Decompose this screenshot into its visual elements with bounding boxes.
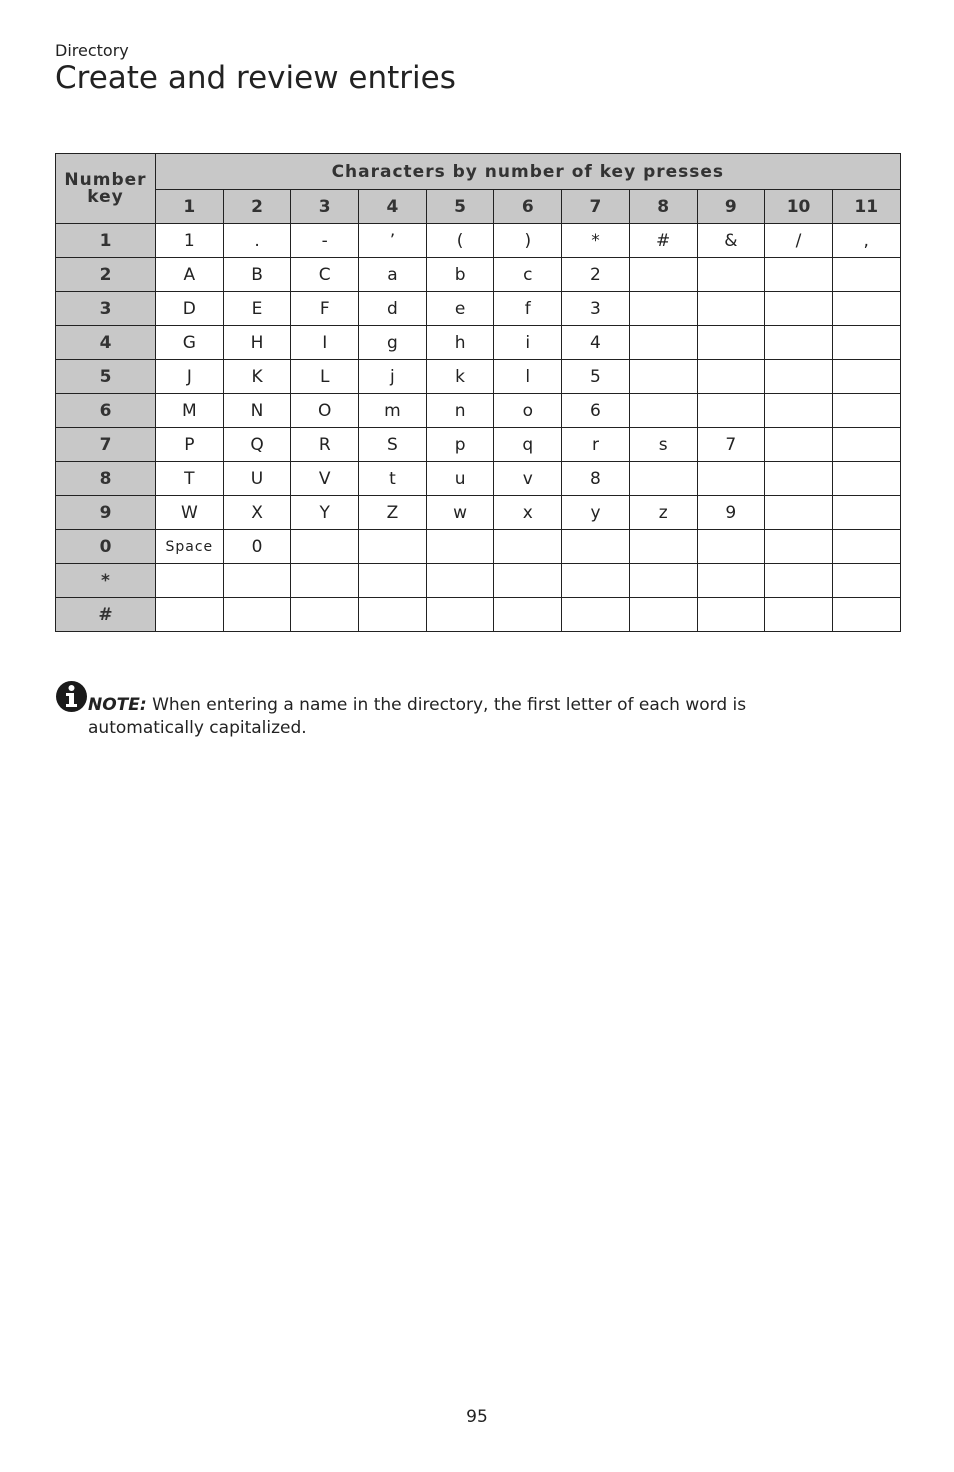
number-key-header: Number key: [56, 154, 156, 224]
press-count-header: 6: [494, 190, 562, 224]
table-row: [56, 326, 901, 360]
character-cell: 7: [697, 428, 765, 462]
character-cell: O: [291, 394, 359, 428]
character-cell: [291, 598, 359, 632]
number-key-cell: 3: [56, 292, 156, 326]
character-cell: [223, 564, 291, 598]
character-cell: R: [291, 428, 359, 462]
press-count-header: 5: [426, 190, 494, 224]
character-cell: ): [494, 224, 562, 258]
character-cell: [629, 394, 697, 428]
table-row: [56, 224, 901, 258]
character-cell: [629, 292, 697, 326]
number-key-cell: 9: [56, 496, 156, 530]
number-key-cell: 7: [56, 428, 156, 462]
press-count-header: 4: [359, 190, 427, 224]
character-cell: [765, 394, 833, 428]
character-cell: [562, 530, 630, 564]
character-cell: u: [426, 462, 494, 496]
character-cell: E: [223, 292, 291, 326]
character-cell: N: [223, 394, 291, 428]
number-key-cell: 5: [56, 360, 156, 394]
character-cell: [494, 598, 562, 632]
character-cell: x: [494, 496, 562, 530]
press-count-header: 9: [697, 190, 765, 224]
character-cell: [629, 564, 697, 598]
number-key-cell: 8: [56, 462, 156, 496]
character-cell: j: [359, 360, 427, 394]
character-cell: z: [629, 496, 697, 530]
character-cell: k: [426, 360, 494, 394]
character-cell: [765, 326, 833, 360]
character-cell: [223, 598, 291, 632]
character-cell: G: [156, 326, 224, 360]
character-cell: [494, 564, 562, 598]
character-cell: [291, 530, 359, 564]
character-cell: [697, 326, 765, 360]
character-cell: h: [426, 326, 494, 360]
character-cell: K: [223, 360, 291, 394]
character-cell: [765, 530, 833, 564]
character-cell: p: [426, 428, 494, 462]
press-count-header: 7: [562, 190, 630, 224]
character-cell: W: [156, 496, 224, 530]
character-cell: [629, 598, 697, 632]
character-cell: 3: [562, 292, 630, 326]
key-character-table: [55, 153, 901, 632]
character-cell: t: [359, 462, 427, 496]
character-cell: [697, 564, 765, 598]
character-cell: l: [494, 360, 562, 394]
character-cell: o: [494, 394, 562, 428]
table-row: [56, 462, 901, 496]
character-cell: m: [359, 394, 427, 428]
number-key-cell: 1: [56, 224, 156, 258]
character-cell: [629, 530, 697, 564]
character-cell: 2: [562, 258, 630, 292]
character-cell: w: [426, 496, 494, 530]
character-cell: [832, 496, 900, 530]
character-cell: 9: [697, 496, 765, 530]
number-key-cell: 0: [56, 530, 156, 564]
character-cell: [832, 360, 900, 394]
character-cell: D: [156, 292, 224, 326]
character-cell: .: [223, 224, 291, 258]
character-cell: [426, 598, 494, 632]
character-cell: a: [359, 258, 427, 292]
character-cell: 0: [223, 530, 291, 564]
character-cell: [832, 394, 900, 428]
character-cell: [494, 530, 562, 564]
press-count-header: 11: [832, 190, 900, 224]
character-cell: J: [156, 360, 224, 394]
character-cell: s: [629, 428, 697, 462]
character-cell: H: [223, 326, 291, 360]
table-row: [56, 496, 901, 530]
character-cell: [697, 530, 765, 564]
character-cell: v: [494, 462, 562, 496]
table-row: [56, 598, 901, 632]
character-cell: M: [156, 394, 224, 428]
press-count-header: 8: [629, 190, 697, 224]
character-cell: A: [156, 258, 224, 292]
character-cell: U: [223, 462, 291, 496]
character-cell: Z: [359, 496, 427, 530]
character-cell: X: [223, 496, 291, 530]
character-cell: [765, 428, 833, 462]
note-body: When entering a name in the directory, the first letter of each word is automatically capitalized.: [88, 695, 747, 738]
character-cell: F: [291, 292, 359, 326]
character-cell: 5: [562, 360, 630, 394]
character-cell: [359, 530, 427, 564]
character-cell: [832, 530, 900, 564]
character-cell: b: [426, 258, 494, 292]
character-cell: &: [697, 224, 765, 258]
character-cell: #: [629, 224, 697, 258]
character-cell: 1: [156, 224, 224, 258]
character-cell: [832, 564, 900, 598]
number-key-cell: 4: [56, 326, 156, 360]
character-cell: -: [291, 224, 359, 258]
character-cell: [832, 258, 900, 292]
character-cell: [629, 326, 697, 360]
table-row: [56, 292, 901, 326]
character-cell: q: [494, 428, 562, 462]
character-cell: [832, 292, 900, 326]
character-cell: [562, 598, 630, 632]
press-count-header: 2: [223, 190, 291, 224]
character-cell: ,: [832, 224, 900, 258]
press-count-header: 10: [765, 190, 833, 224]
character-cell: [765, 564, 833, 598]
table-row: [56, 360, 901, 394]
character-cell: i: [494, 326, 562, 360]
character-cell: [562, 564, 630, 598]
character-cell: [426, 530, 494, 564]
note-label: NOTE:: [88, 695, 147, 715]
character-cell: [832, 428, 900, 462]
character-cell: [629, 462, 697, 496]
table-row: [56, 394, 901, 428]
character-cell: (: [426, 224, 494, 258]
character-cell: [629, 360, 697, 394]
character-cell: [697, 292, 765, 326]
number-key-cell: 2: [56, 258, 156, 292]
number-key-cell: #: [56, 598, 156, 632]
character-cell: [832, 462, 900, 496]
character-cell: [697, 258, 765, 292]
character-cell: B: [223, 258, 291, 292]
table-row: [56, 530, 901, 564]
character-cell: g: [359, 326, 427, 360]
character-cell: c: [494, 258, 562, 292]
character-cell: [697, 598, 765, 632]
character-cell: [697, 360, 765, 394]
character-cell: *: [562, 224, 630, 258]
character-cell: [832, 326, 900, 360]
character-cell: Q: [223, 428, 291, 462]
number-key-cell: 6: [56, 394, 156, 428]
character-cell: r: [562, 428, 630, 462]
character-cell: n: [426, 394, 494, 428]
character-cell: [156, 564, 224, 598]
character-cell: [359, 598, 427, 632]
character-cell: 4: [562, 326, 630, 360]
press-count-row: [56, 190, 901, 224]
section-label: Directory: [55, 41, 129, 60]
character-cell: [765, 598, 833, 632]
character-cell: I: [291, 326, 359, 360]
character-cell: d: [359, 292, 427, 326]
press-count-header: 3: [291, 190, 359, 224]
character-cell: [426, 564, 494, 598]
character-cell: [359, 564, 427, 598]
table-body: [56, 224, 901, 632]
press-count-header: 1: [156, 190, 224, 224]
character-cell: [629, 258, 697, 292]
character-cell: [156, 598, 224, 632]
character-cell: [697, 462, 765, 496]
number-key-cell: *: [56, 564, 156, 598]
character-cell: ’: [359, 224, 427, 258]
table-row: [56, 428, 901, 462]
character-cell: [765, 360, 833, 394]
character-cell: [765, 292, 833, 326]
page-title: Create and review entries: [55, 60, 456, 96]
character-cell: e: [426, 292, 494, 326]
characters-header: Characters by number of key presses: [156, 154, 901, 190]
character-cell: [765, 496, 833, 530]
character-cell: [765, 462, 833, 496]
table-row: [56, 258, 901, 292]
info-icon: [55, 680, 88, 713]
note-text: [88, 694, 828, 740]
character-cell: L: [291, 360, 359, 394]
character-cell: Space: [156, 530, 224, 564]
character-cell: 8: [562, 462, 630, 496]
table-row: [56, 564, 901, 598]
character-cell: C: [291, 258, 359, 292]
character-cell: V: [291, 462, 359, 496]
character-cell: Y: [291, 496, 359, 530]
character-cell: [697, 394, 765, 428]
character-cell: P: [156, 428, 224, 462]
character-cell: f: [494, 292, 562, 326]
character-cell: [765, 258, 833, 292]
character-cell: 6: [562, 394, 630, 428]
page-number: 95: [466, 1407, 488, 1427]
character-cell: [291, 564, 359, 598]
character-cell: /: [765, 224, 833, 258]
character-cell: T: [156, 462, 224, 496]
character-cell: y: [562, 496, 630, 530]
character-cell: [832, 598, 900, 632]
character-cell: S: [359, 428, 427, 462]
